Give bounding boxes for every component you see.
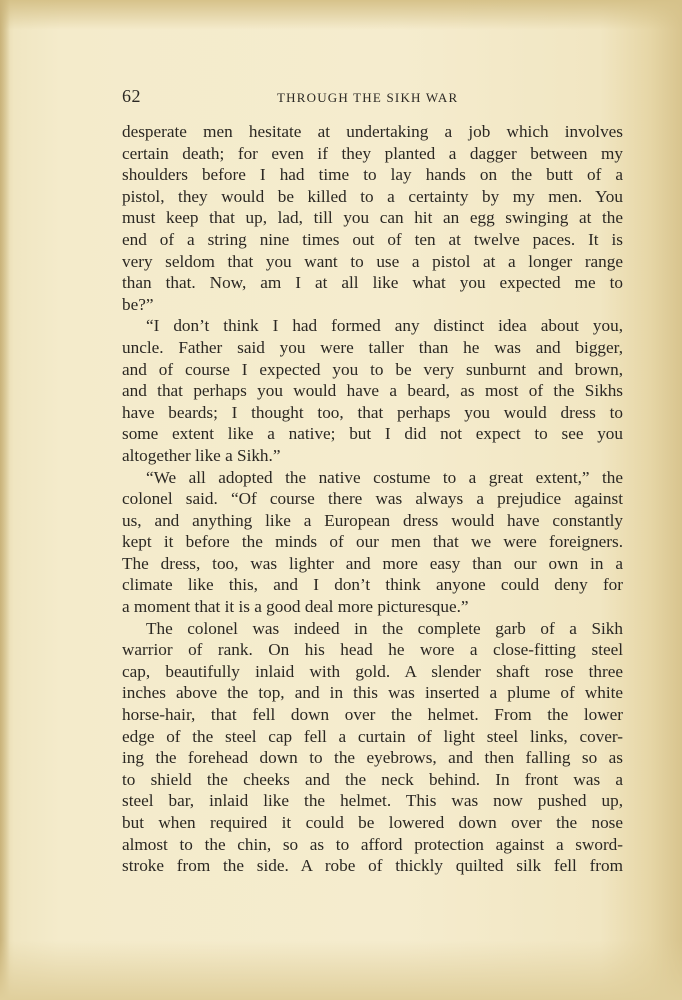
body-text: [122, 121, 623, 877]
text-line: altogether like a Sikh.”: [122, 445, 281, 465]
text-line: steel bar, inlaid like the helmet. This was now pushed up,: [122, 791, 623, 811]
text-line: and of course I expected you to be very sunburnt and brown,: [122, 359, 623, 379]
text-line: “I don’t think I had formed any distinct idea about you,: [146, 316, 623, 336]
text-line: have beards; I thought too, that perhaps you would dress to: [122, 402, 623, 422]
page-number: 62: [122, 86, 141, 106]
text-line: us, and anything like a European dress would have constantly: [122, 510, 623, 530]
page-header: [122, 86, 622, 110]
text-line: stroke from the side. A robe of thickly quilted silk fell from: [122, 856, 623, 876]
text-line: shoulders before I had time to lay hands on the butt of a: [122, 165, 623, 185]
text-line: inches above the top, and in this was inserted a plume of white: [122, 683, 623, 703]
text-line: kept it before the minds of our men that we were foreigners.: [122, 532, 623, 552]
text-line: very seldom that you want to use a pistol at a longer range: [122, 251, 623, 271]
text-line: ing the forehead down to the eyebrows, and then falling so as: [122, 748, 623, 768]
text-line: cap, beautifully inlaid with gold. A slender shaft rose three: [122, 661, 623, 681]
text-line: some extent like a native; but I did not expect to see you: [122, 424, 623, 444]
text-line: desperate men hesitate at undertaking a job which involves: [122, 122, 623, 141]
text-line: certain death; for even if they planted a dagger between my: [122, 143, 623, 163]
text-line: be?”: [122, 294, 154, 314]
text-line: but when required it could be lowered down over the nose: [122, 813, 623, 832]
text-line: The colonel was indeed in the complete garb of a Sikh: [146, 618, 623, 638]
text-line: The dress, too, was lighter and more easy than our own in a: [122, 553, 623, 573]
text-line: uncle. Father said you were taller than he was and bigger,: [122, 337, 623, 357]
text-line: than that. Now, am I at all like what you expected me to: [122, 273, 623, 293]
text-line: “We all adopted the native costume to a great extent,” the: [146, 467, 623, 487]
text-line: climate like this, and I don’t think anyone could deny for: [122, 575, 623, 595]
text-line: a moment that it is a good deal more picturesque.”: [122, 597, 469, 617]
text-line: and that perhaps you would have a beard, as most of the Sikhs: [122, 381, 623, 401]
page-gutter-shadow: [0, 0, 10, 1000]
running-head: THROUGH THE SIKH WAR: [277, 90, 459, 105]
text-line: horse-hair, that fell down over the helmet. From the lower: [122, 705, 623, 725]
text-line: pistol, they would be killed to a certainty by my men. You: [122, 186, 623, 206]
text-line: almost to the chin, so as to afford protection against a sword-: [122, 834, 623, 854]
text-line: to shield the cheeks and the neck behind. In front was a: [122, 769, 623, 789]
text-line: warrior of rank. On his head he wore a close-fitting steel: [122, 640, 623, 660]
text-line: colonel said. “Of course there was always a prejudice against: [122, 489, 623, 509]
text-line: end of a string nine times out of ten at twelve paces. It is: [122, 229, 623, 249]
text-line: edge of the steel cap fell a curtain of light steel links, cover-: [122, 726, 623, 746]
text-line: must keep that up, lad, till you can hit an egg swinging at the: [122, 208, 623, 228]
